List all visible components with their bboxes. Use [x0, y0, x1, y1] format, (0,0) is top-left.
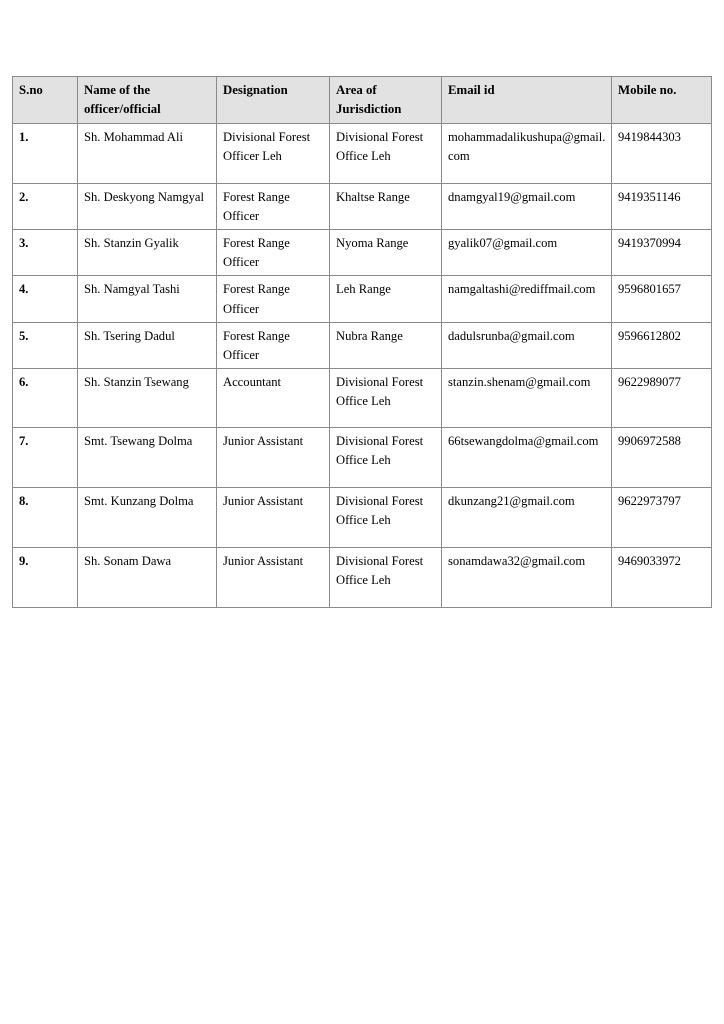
table-row	[13, 488, 712, 548]
cell-area: Divisional Forest Office Leh	[330, 548, 442, 608]
cell-area: Divisional Forest Office Leh	[330, 428, 442, 488]
table-row	[13, 183, 712, 229]
cell-area: Nubra Range	[330, 322, 442, 368]
cell-email: 66tsewangdolma@gmail.com	[442, 428, 612, 488]
cell-name: Sh. Stanzin Gyalik	[78, 230, 217, 276]
cell-email: dkunzang21@gmail.com	[442, 488, 612, 548]
cell-mobile: 9622989077	[612, 369, 712, 428]
cell-designation: Junior Assistant	[217, 428, 330, 488]
cell-area: Divisional Forest Office Leh	[330, 369, 442, 428]
cell-designation: Divisional Forest Officer Leh	[217, 123, 330, 183]
cell-designation: Forest Range Officer	[217, 183, 330, 229]
table-row	[13, 230, 712, 276]
cell-sno: 3.	[13, 230, 78, 276]
cell-area: Nyoma Range	[330, 230, 442, 276]
cell-sno: 7.	[13, 428, 78, 488]
cell-mobile: 9419351146	[612, 183, 712, 229]
table-row	[13, 428, 712, 488]
table-row	[13, 548, 712, 608]
cell-email: namgaltashi@rediffmail.com	[442, 276, 612, 322]
cell-email: sonamdawa32@gmail.com	[442, 548, 612, 608]
column-header-designation: Designation	[217, 77, 330, 124]
cell-email: dadulsrunba@gmail.com	[442, 322, 612, 368]
cell-email: stanzin.shenam@gmail.com	[442, 369, 612, 428]
cell-area: Khaltse Range	[330, 183, 442, 229]
cell-sno: 2.	[13, 183, 78, 229]
cell-designation: Forest Range Officer	[217, 230, 330, 276]
cell-mobile: 9622973797	[612, 488, 712, 548]
column-header-sno: S.no	[13, 77, 78, 124]
cell-designation: Junior Assistant	[217, 548, 330, 608]
cell-email: mohammadalikushupa@gmail.com	[442, 123, 612, 183]
cell-name: Sh. Namgyal Tashi	[78, 276, 217, 322]
table-row	[13, 369, 712, 428]
cell-email: gyalik07@gmail.com	[442, 230, 612, 276]
column-header-name: Name of the officer/official	[78, 77, 217, 124]
cell-sno: 4.	[13, 276, 78, 322]
officers-table-container	[12, 76, 711, 608]
cell-mobile: 9469033972	[612, 548, 712, 608]
cell-name: Sh. Sonam Dawa	[78, 548, 217, 608]
column-header-email: Email id	[442, 77, 612, 124]
cell-designation: Forest Range Officer	[217, 322, 330, 368]
table-body	[13, 123, 712, 607]
cell-name: Sh. Tsering Dadul	[78, 322, 217, 368]
cell-mobile: 9596612802	[612, 322, 712, 368]
column-header-mobile: Mobile no.	[612, 77, 712, 124]
column-header-area: Area of Jurisdiction	[330, 77, 442, 124]
cell-designation: Accountant	[217, 369, 330, 428]
table-row	[13, 322, 712, 368]
cell-designation: Junior Assistant	[217, 488, 330, 548]
cell-area: Divisional Forest Office Leh	[330, 123, 442, 183]
cell-email: dnamgyal19@gmail.com	[442, 183, 612, 229]
cell-name: Smt. Kunzang Dolma	[78, 488, 217, 548]
cell-area: Divisional Forest Office Leh	[330, 488, 442, 548]
cell-area: Leh Range	[330, 276, 442, 322]
cell-name: Sh. Stanzin Tsewang	[78, 369, 217, 428]
cell-sno: 6.	[13, 369, 78, 428]
table-row	[13, 276, 712, 322]
cell-sno: 8.	[13, 488, 78, 548]
cell-name: Smt. Tsewang Dolma	[78, 428, 217, 488]
cell-mobile: 9419370994	[612, 230, 712, 276]
cell-name: Sh. Deskyong Namgyal	[78, 183, 217, 229]
cell-name: Sh. Mohammad Ali	[78, 123, 217, 183]
cell-mobile: 9419844303	[612, 123, 712, 183]
cell-sno: 5.	[13, 322, 78, 368]
table-header-row	[13, 77, 712, 124]
cell-mobile: 9906972588	[612, 428, 712, 488]
cell-sno: 9.	[13, 548, 78, 608]
officers-directory-table	[12, 76, 712, 608]
cell-sno: 1.	[13, 123, 78, 183]
table-row	[13, 123, 712, 183]
cell-mobile: 9596801657	[612, 276, 712, 322]
cell-designation: Forest Range Officer	[217, 276, 330, 322]
table-header	[13, 77, 712, 124]
